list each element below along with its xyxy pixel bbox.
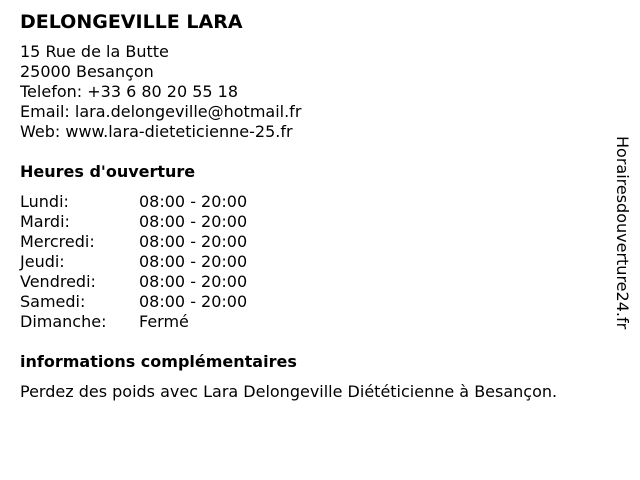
hours-row-lundi [20,192,610,212]
business-name: DELONGEVILLE LARA [20,11,243,33]
hours-day: Mercredi: [20,232,95,251]
hours-row-samedi [20,292,610,312]
hours-day: Dimanche: [20,312,107,331]
address-street: 15 Rue de la Butte [20,42,169,61]
hours-day: Samedi: [20,292,86,311]
hours-time: 08:00 - 20:00 [139,272,248,291]
hours-time: Fermé [139,312,189,331]
additional-info-heading: informations complémentaires [20,352,297,371]
email-text: Email: lara.delongeville@hotmail.fr [20,102,302,121]
site-watermark: Horairesdouverture24.fr [613,136,632,330]
hours-time: 08:00 - 20:00 [139,252,248,271]
hours-time: 08:00 - 20:00 [139,292,248,311]
business-card [20,10,610,402]
opening-hours-list [20,192,610,332]
additional-info-text: Perdez des poids avec Lara Delongeville Diététicienne à Besançon. [20,382,558,401]
hours-time: 08:00 - 20:00 [139,212,248,231]
hours-time: 08:00 - 20:00 [139,232,248,251]
opening-hours-heading: Heures d'ouverture [20,162,196,181]
address-city: 25000 Besançon [20,62,154,81]
hours-row-dimanche [20,312,610,332]
hours-row-mardi [20,212,610,232]
hours-day: Jeudi: [20,252,65,271]
hours-day: Mardi: [20,212,70,231]
hours-day: Lundi: [20,192,69,211]
hours-row-vendredi [20,272,610,292]
website-text: Web: www.lara-dieteticienne-25.fr [20,122,293,141]
hours-time: 08:00 - 20:00 [139,192,248,211]
hours-day: Vendredi: [20,272,96,291]
phone-text: Telefon: +33 6 80 20 55 18 [20,82,239,101]
hours-row-jeudi [20,252,610,272]
hours-row-mercredi [20,232,610,252]
